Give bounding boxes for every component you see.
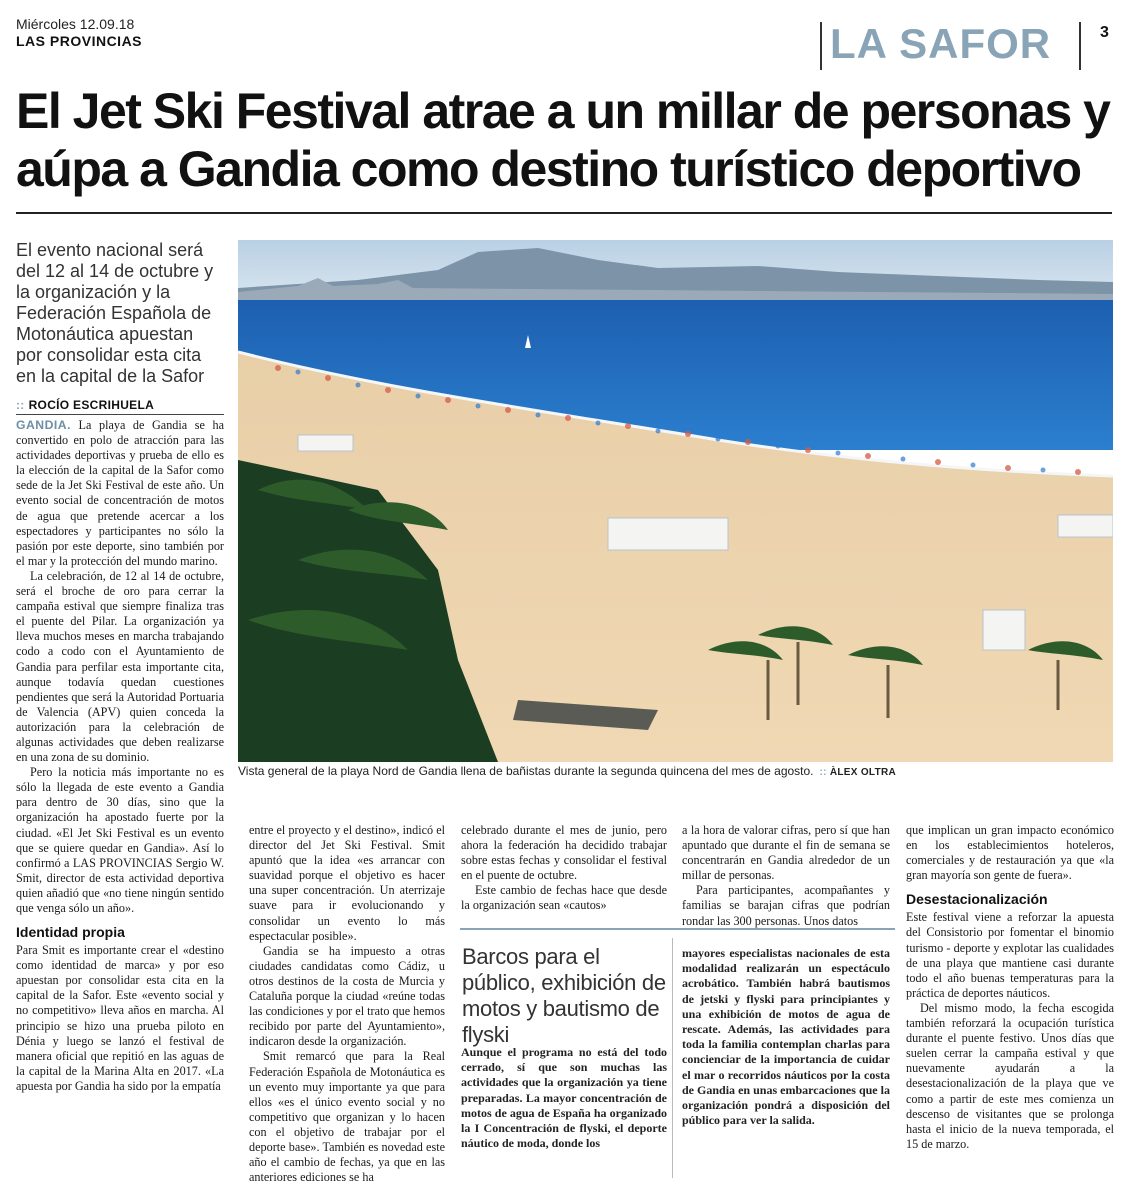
paragraph — [16, 418, 224, 569]
page-number: 3 — [1100, 24, 1109, 41]
article-column-5 — [906, 823, 1114, 1152]
sidebar-text-left: Aunque el programa no está del todo cerrado, sí que son muchas las actividades que la organización ya tiene preparadas. La mayor concentración de motos de agua de España ha organizado la I Concentración de flyski, el deporte náutico de moda, donde los — [461, 1045, 667, 1151]
paragraph: a la hora de valorar cifras, pero sí que han apuntado que durante el fin de semana se concentrarán en Gandia alrededor de un millar de personas. — [682, 823, 890, 883]
paragraph-text: La playa de Gandia se ha convertido en polo de atracción para las actividades deportivas y prueba de ello es la elección de la capital de la Safor como sede de la Jet Ski Festival de este año. Un evento social de concentración de motos de agua que pretende acercar a los espectadores y participantes no sólo la pasión por este deporte, sino también por el mar y la protección del mundo marino. — [16, 418, 224, 568]
sidebar-divider — [672, 938, 673, 1178]
paragraph: entre el proyecto y el destino», indicó el director del Jet Ski Festival. Smit apuntó que la idea «es arrancar con suavidad porque el objetivo es hacer una super concentración. Un aterrizaje suave para ir evolucionando y consolidar un evento lo más espectacular posible». — [249, 823, 445, 943]
byline — [16, 398, 224, 415]
sidebar-top-rule — [460, 928, 895, 930]
dateline: GANDIA. — [16, 418, 71, 432]
paragraph: Smit remarcó que para la Real Federación Española de Motonáutica es un evento muy importante ya que para ellos «es el único evento social y no competitivo que organizan y lo hacen con el objetivo de trabajar por el deporte base». También es novedad este año el cambio de fechas, ya que en las anteriores ediciones se ha — [249, 1049, 445, 1185]
paragraph: Este cambio de fechas hace que desde la organización sean «cautos» — [461, 883, 667, 913]
sidebar-text-right: mayores especialistas nacionales de esta modalidad realizarán un espectáculo acrobático. También habrá bautismos de jetski y flyski para principiantes y una exhibición de motos de agua de rescate. Además, las actividades para toda la familia contemplan charlas para concienciar de la importancia de cuidar el mar o recorridos náuticos por la costa de Gandia en unas embarcaciones que la organización pondrá a disposición del público para ver la salida. — [682, 946, 890, 1128]
section-heading-identidad: Identidad propia — [16, 924, 125, 941]
photo-credit — [820, 767, 897, 778]
paragraph: Para participantes, acompañantes y familias se barajan cifras que podrían rondar las 300 personas. Unos datos — [682, 883, 890, 928]
section-heading-desestacionalizacion: Desestacionalización — [906, 891, 1048, 908]
sidebar-title: Barcos para el público, exhibición de motos y bautismo de flyski — [462, 944, 666, 1047]
article-column-2 — [249, 823, 445, 1185]
section-divider-right — [1079, 22, 1081, 70]
article-column-4 — [682, 823, 890, 929]
beach-photo-illustration — [238, 240, 1113, 762]
paragraph: Gandia se ha impuesto a otras ciudades candidatas como Cádiz, u otros destinos de la costa de Murcia y Cataluña porque la ciudad «reúne todas las condiciones y por el trato que hemos recibido por parte del Ayuntamiento», indicaron desde la organización. — [249, 943, 445, 1049]
headline-rule — [16, 212, 1112, 214]
headline-line-2: aúpa a Gandia como destino turístico deportivo — [16, 141, 1081, 197]
article-column-1 — [16, 418, 224, 1094]
subheadline: El evento nacional será del 12 al 14 de octubre y la organización y la Federación Española de Motonáutica apuestan por consolidar esta cita en la capital de la Safor — [16, 240, 214, 386]
issue-date: Miércoles 12.09.18 — [16, 16, 135, 32]
paragraph: La celebración, de 12 al 14 de octubre, será el broche de oro para cerrar la campaña estival que siempre finaliza tras el puente del Pilar. La organización ya lleva muchos meses en marcha trabajando codo a codo con el Ayuntamiento de Gandia para perfilar esta importante cita, aunque todavía quedan cuestiones pendientes que será la Autoridad Portuaria de Valencia (APV) quien conceda la autorización para la celebración de algunas actividades que deben realizarse en una zona de su dominio. — [16, 568, 224, 765]
photographer-name: ÀLEX OLTRA — [829, 767, 897, 778]
section-name: LA SAFOR — [830, 20, 1052, 67]
caption-text: Vista general de la playa Nord de Gandia llena de bañistas durante la segunda quincena del mes de agosto. — [238, 764, 814, 778]
credit-marker: :: — [819, 767, 827, 778]
paragraph: Del mismo modo, la fecha escogida también reforzará la ocupación turística durante el puente festivo. Unos días que suelen cerrar la campaña estival y que nuevamente ayudarán a la desestacionalización de la playa que ve como a partir de este mes comienza un descenso de visitantes que se prolonga hasta el inicio de la nueva temporada, el 15 de marzo. — [906, 1000, 1114, 1151]
paragraph: que implican un gran impacto económico en los establecimientos hoteleros, comerciales y de restauración ya que «la gran mayoría son gente de fuera». — [906, 823, 1114, 883]
byline-marker: :: — [16, 398, 25, 412]
paragraph: Para Smit es importante crear el «destino como identidad de marca» y por eso apuestan por consolidar esta cita en la capital de la Safor. Este «evento social y no competitivo» lleva años en marcha. Al principio se hizo una prueba piloto en Dénia y luego se lanzó el festival de manera oficial que repitió en las aguas de la capital de la Marina Alta en 2017. «La apuesta por Gandia ha sido por la empatía — [16, 943, 224, 1093]
paragraph: Este festival viene a reforzar la apuesta del Consistorio por fomentar el binomio turismo - deporte y explotar las cualidades de una playa que mantiene casi durante todo el año buenas temperaturas para la práctica de deportes náuticos. — [906, 910, 1114, 1000]
paragraph: celebrado durante el mes de junio, pero ahora la federación ha decidido trabajar sobre estas fechas y consolidar el festival en el puente de octubre. — [461, 823, 667, 883]
headline-line-1: El Jet Ski Festival atrae a un millar de personas y — [16, 83, 1110, 139]
beach-photo — [238, 240, 1113, 762]
photo-caption — [238, 764, 1113, 780]
section-divider-left — [820, 22, 822, 70]
paragraph: Pero la noticia más importante no es sólo la llegada de este evento a Gandia para dentro de 30 días, sino que la organización ha apostado fuerte por la ciudad. «El Jet Ski Festival es un evento que se quiere quedar en Gandia». Así lo confirmó a LAS PROVINCIAS Sergio W. Smit, director de esta actividad deportiva quien añadió que «no tiene ningún sentido que venga sólo un año». — [16, 765, 224, 915]
author-name: ROCÍO ESCRIHUELA — [28, 398, 155, 412]
newspaper-name: LAS PROVINCIAS — [16, 33, 143, 49]
headline — [16, 82, 1121, 198]
article-column-3 — [461, 823, 667, 914]
